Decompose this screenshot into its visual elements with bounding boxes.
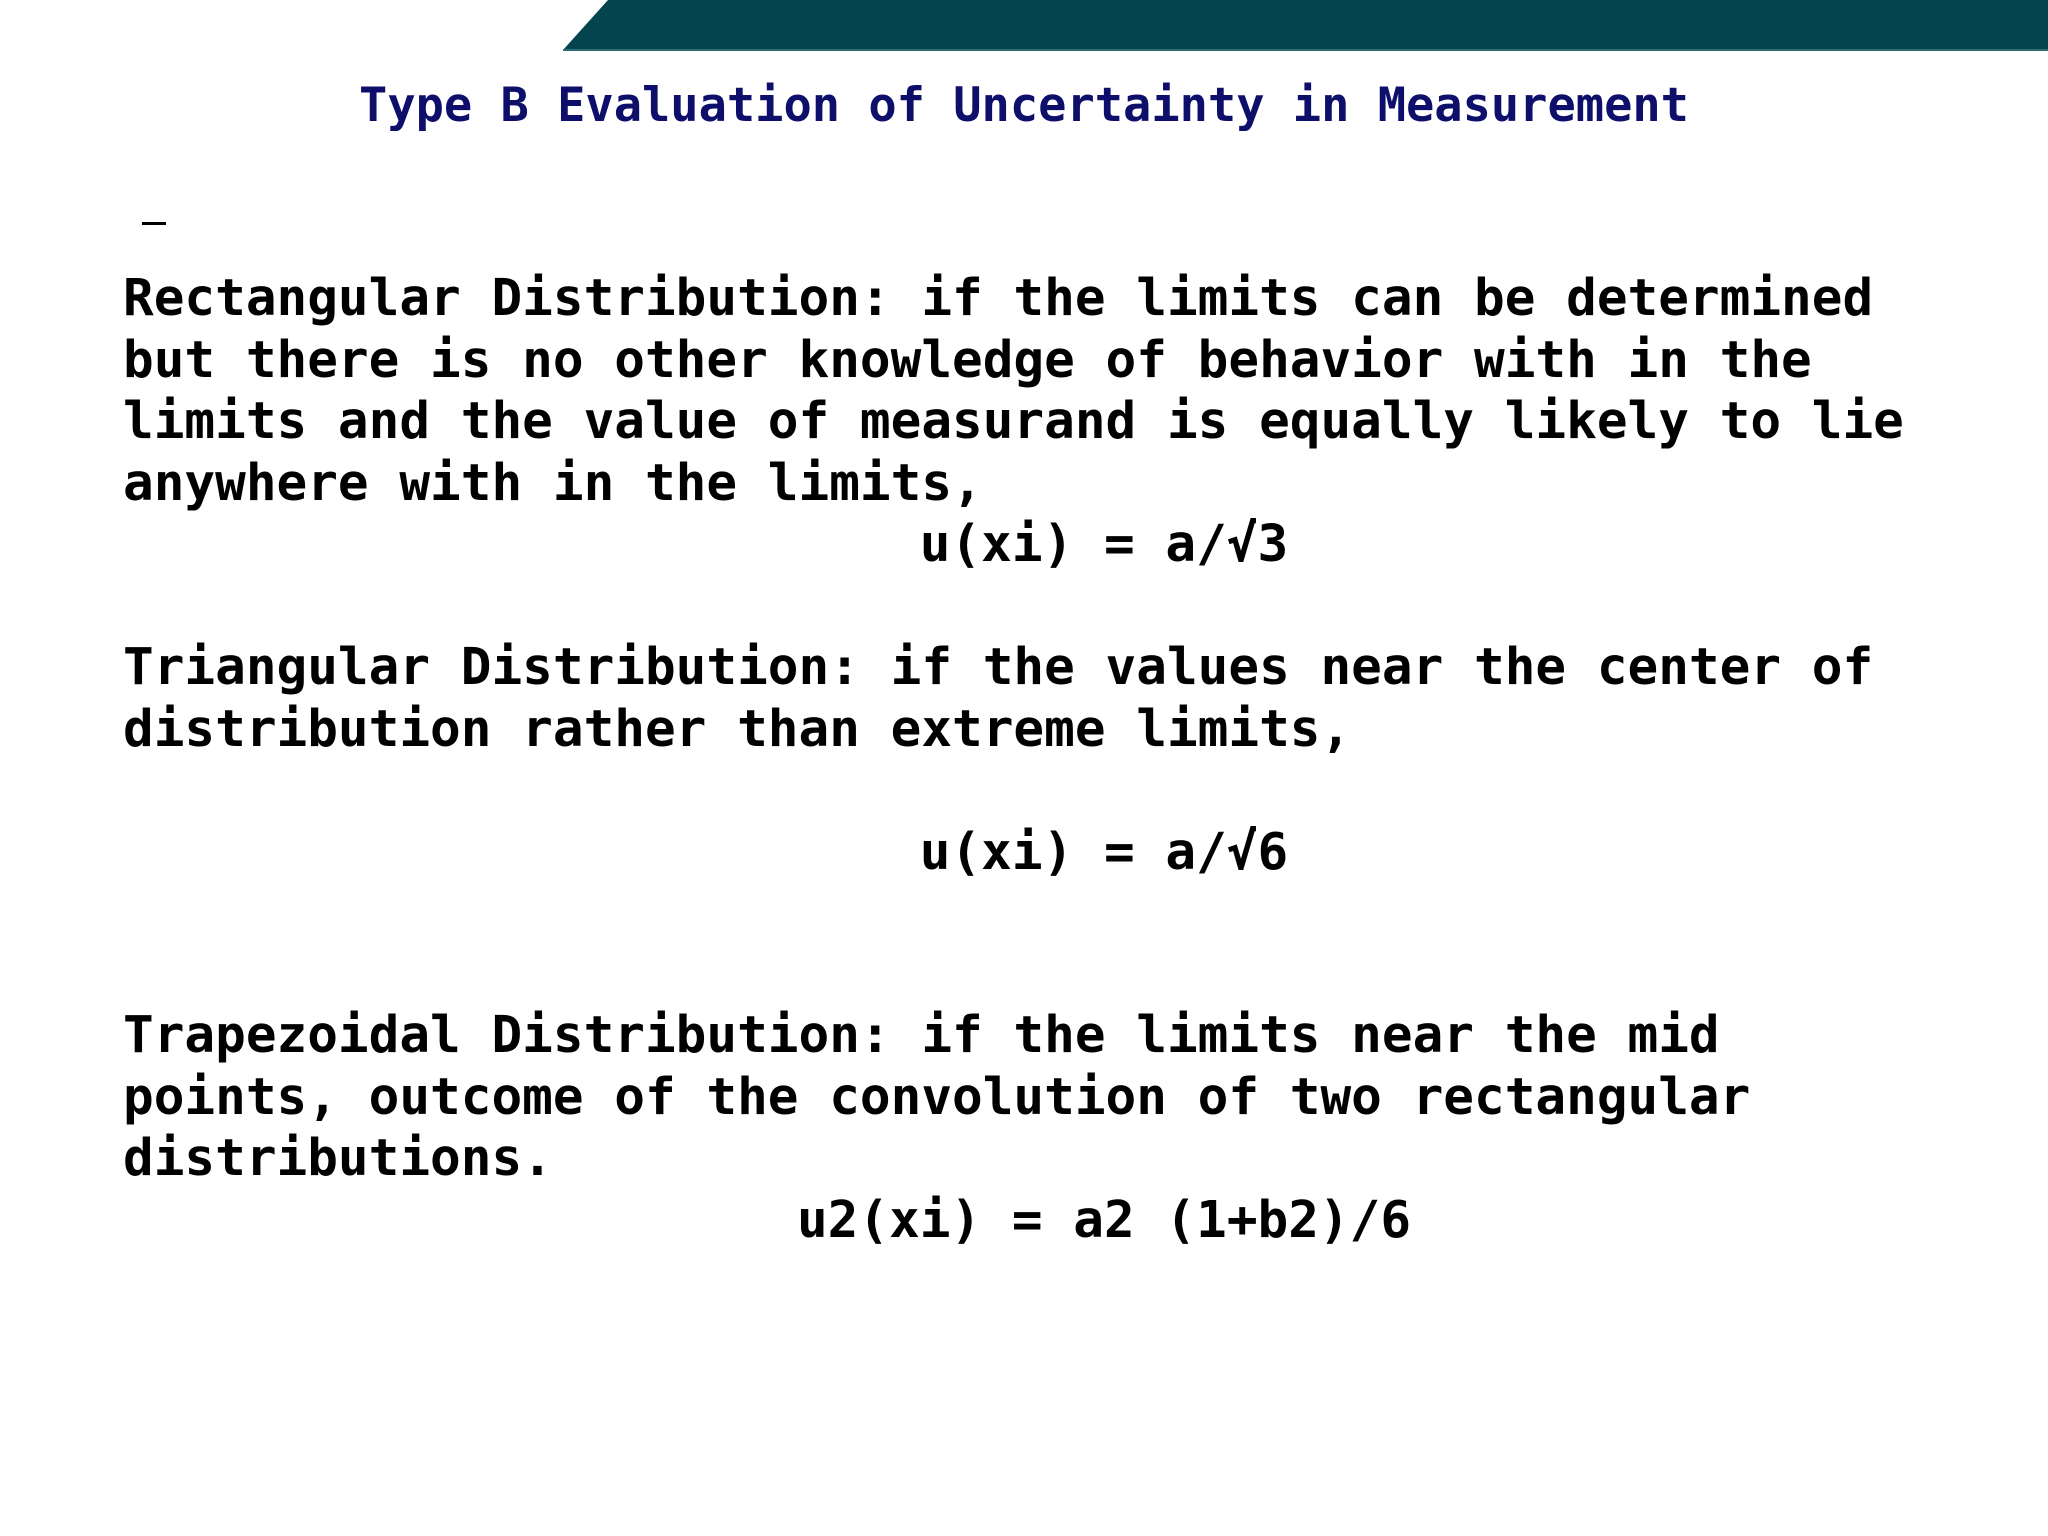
- slide-title: Type B Evaluation of Uncertainty in Measurement: [359, 78, 1689, 133]
- text-line: points, outcome of the convolution of two rectangular: [123, 1067, 1751, 1127]
- trapezoidal-distribution-text: [123, 1005, 1750, 1190]
- text-line: but there is no other knowledge of behavior with in the: [123, 330, 1812, 390]
- triangular-formula: u(xi) = a/√6: [919, 823, 1289, 882]
- text-line: Trapezoidal Distribution: if the limits near the mid: [123, 1006, 1720, 1065]
- text-line: Rectangular Distribution: if the limits can be determined: [123, 269, 1874, 328]
- text-line: limits and the value of measurand is equally likely to lie: [123, 392, 1904, 451]
- triangular-distribution-text: [123, 637, 1873, 760]
- text-line: distributions.: [123, 1129, 553, 1188]
- trapezoidal-formula: u2(xi) = a2 (1+b2)/6: [796, 1191, 1412, 1250]
- header-banner: [0, 0, 2048, 52]
- bullet-dash: [142, 222, 166, 225]
- text-line: anywhere with in the limits,: [123, 453, 983, 513]
- rectangular-formula: u(xi) = a/√3: [919, 515, 1289, 574]
- header-banner-shape: [563, 0, 2048, 50]
- rectangular-distribution-text: [123, 268, 1904, 514]
- text-line: Triangular Distribution: if the values near the center of: [123, 638, 1874, 697]
- text-line: distribution rather than extreme limits,: [123, 699, 1352, 759]
